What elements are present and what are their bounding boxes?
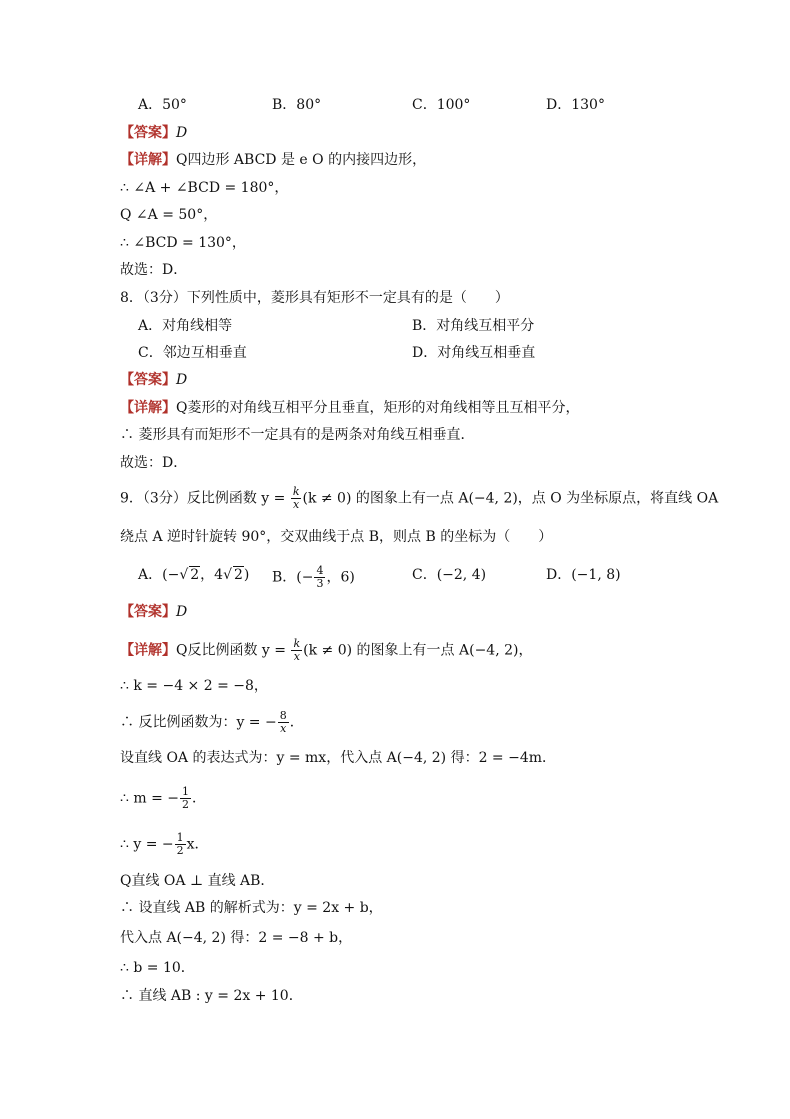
detail-tag: 【详解】: [120, 642, 176, 659]
q9-stem-line1: [120, 486, 718, 511]
option-text: B．(−: [272, 569, 314, 586]
q9-detail-2: ∴ k = −4 × 2 = −8，: [120, 678, 268, 694]
detail-text: ．: [192, 790, 206, 807]
option-text: A．(−: [138, 567, 180, 583]
detail-text: ．: [289, 714, 304, 731]
q9-detail-4: 设直线 OA 的表达式为：y = mx，代入点 A(−4, 2) 得：2 = −4m．: [120, 750, 557, 766]
detail-text: ∴ m = −: [120, 790, 179, 807]
detail-text: Q四边形 ABCD 是 e O 的内接四边形，: [176, 152, 427, 168]
answer-tag: 【答案】: [120, 372, 176, 388]
detail-text: Q菱形的对角线互相平分且垂直，矩形的对角线相等且互相平分，: [176, 400, 580, 416]
denominator: x: [293, 650, 300, 663]
answer-value: D: [176, 125, 188, 141]
q7-option-c: C．100°: [412, 97, 471, 113]
radicand: 2: [234, 567, 243, 583]
denominator: x: [280, 722, 287, 735]
q7-option-b: B．80°: [272, 97, 322, 113]
q7-detail-2: ∴ ∠A + ∠BCD = 180°，: [120, 180, 289, 196]
detail-text: ∴ y = −: [120, 836, 174, 853]
q8-detail-3: 故选：D．: [120, 455, 188, 471]
q9-answer: [120, 602, 187, 622]
q7-option-a: A．50°: [138, 97, 187, 113]
numerator: k: [292, 485, 300, 498]
q7-answer: [120, 123, 187, 143]
fraction: [175, 832, 186, 857]
q7-detail-4: ∴ ∠BCD = 130°，: [120, 235, 246, 251]
q9-detail-11: ∴ 直线 AB : y = 2x + 10．: [120, 988, 303, 1004]
q8-stem: 8．（3分）下列性质中，菱形具有矩形不一定具有的是（ ）: [120, 290, 509, 306]
answer-value: D: [176, 604, 188, 620]
answer-tag: 【答案】: [120, 604, 176, 620]
q8-option-a: A．对角线相等: [138, 318, 233, 334]
answer-tag: 【答案】: [120, 125, 176, 141]
answer-value: D: [176, 372, 188, 388]
numerator: 8: [279, 709, 287, 722]
sqrt-symbol: √: [223, 567, 232, 583]
q9-option-d: D．(−1, 8): [546, 567, 621, 583]
q9-detail-10: ∴ b = 10．: [120, 960, 195, 976]
q9-option-c: C．(−2, 4): [412, 567, 487, 583]
detail-text: Q反比例函数 y =: [176, 642, 287, 659]
q7-detail-1: [120, 150, 426, 170]
q7-detail-5: 故选：D．: [120, 262, 188, 278]
numerator: 4: [316, 564, 324, 577]
option-text: ，6): [326, 569, 355, 586]
q8-option-d: D．对角线互相垂直: [412, 345, 536, 361]
q9-option-b: [272, 565, 355, 590]
denominator: 3: [316, 577, 324, 590]
fraction-k-over-x: [291, 486, 302, 511]
denominator: 2: [176, 844, 184, 857]
detail-tag: 【详解】: [120, 400, 176, 416]
option-text: ): [243, 567, 250, 583]
q8-option-c: C．邻边互相垂直: [138, 345, 247, 361]
q9-detail-9: 代入点 A(−4, 2) 得：2 = −8 + b，: [120, 930, 353, 946]
numerator: k: [293, 637, 301, 650]
detail-text: ∴ 反比例函数为：y = −: [120, 714, 277, 731]
radicand: 2: [190, 567, 200, 583]
denominator: x: [293, 498, 300, 511]
q8-detail-1: [120, 398, 579, 418]
denominator: 2: [182, 798, 189, 811]
detail-text: x．: [186, 836, 209, 853]
q8-answer: [120, 370, 187, 390]
q9-detail-7: Q直线 OA ⊥ 直线 AB．: [120, 873, 275, 889]
q9-detail-3: [120, 710, 304, 735]
sqrt-symbol: √: [179, 567, 189, 583]
stem-text: (k ≠ 0) 的图象上有一点 A(−4, 2)，点 O 为坐标原点，将直线 OA: [302, 490, 719, 507]
q9-detail-1: [120, 638, 532, 663]
q8-detail-2: ∴ 菱形具有而矩形不一定具有的是两条对角线互相垂直．: [120, 427, 475, 443]
q9-detail-8: ∴ 设直线 AB 的解析式为：y = 2x + b，: [120, 900, 383, 916]
fraction: [314, 565, 325, 590]
q7-option-d: D．130°: [546, 97, 605, 113]
numerator: 1: [176, 831, 184, 844]
q9-stem-line2: 绕点 A 逆时针旋转 90°，交双曲线于点 B，则点 B 的坐标为（ ）: [120, 529, 553, 545]
detail-text: (k ≠ 0) 的图象上有一点 A(−4, 2)，: [303, 642, 533, 659]
fraction: [180, 786, 191, 811]
q8-option-b: B．对角线互相平分: [412, 318, 535, 334]
q9-detail-5: [120, 786, 206, 811]
numerator: 1: [182, 785, 189, 798]
option-text: ，4: [200, 567, 224, 583]
detail-tag: 【详解】: [120, 152, 176, 168]
q9-detail-6: [120, 832, 209, 857]
fraction: [278, 710, 289, 735]
stem-text: 9．（3分）反比例函数 y =: [120, 490, 286, 507]
q7-detail-3: Q ∠A = 50°，: [120, 207, 218, 223]
q9-option-a: [138, 565, 249, 585]
fraction-k-over-x: [291, 638, 302, 663]
